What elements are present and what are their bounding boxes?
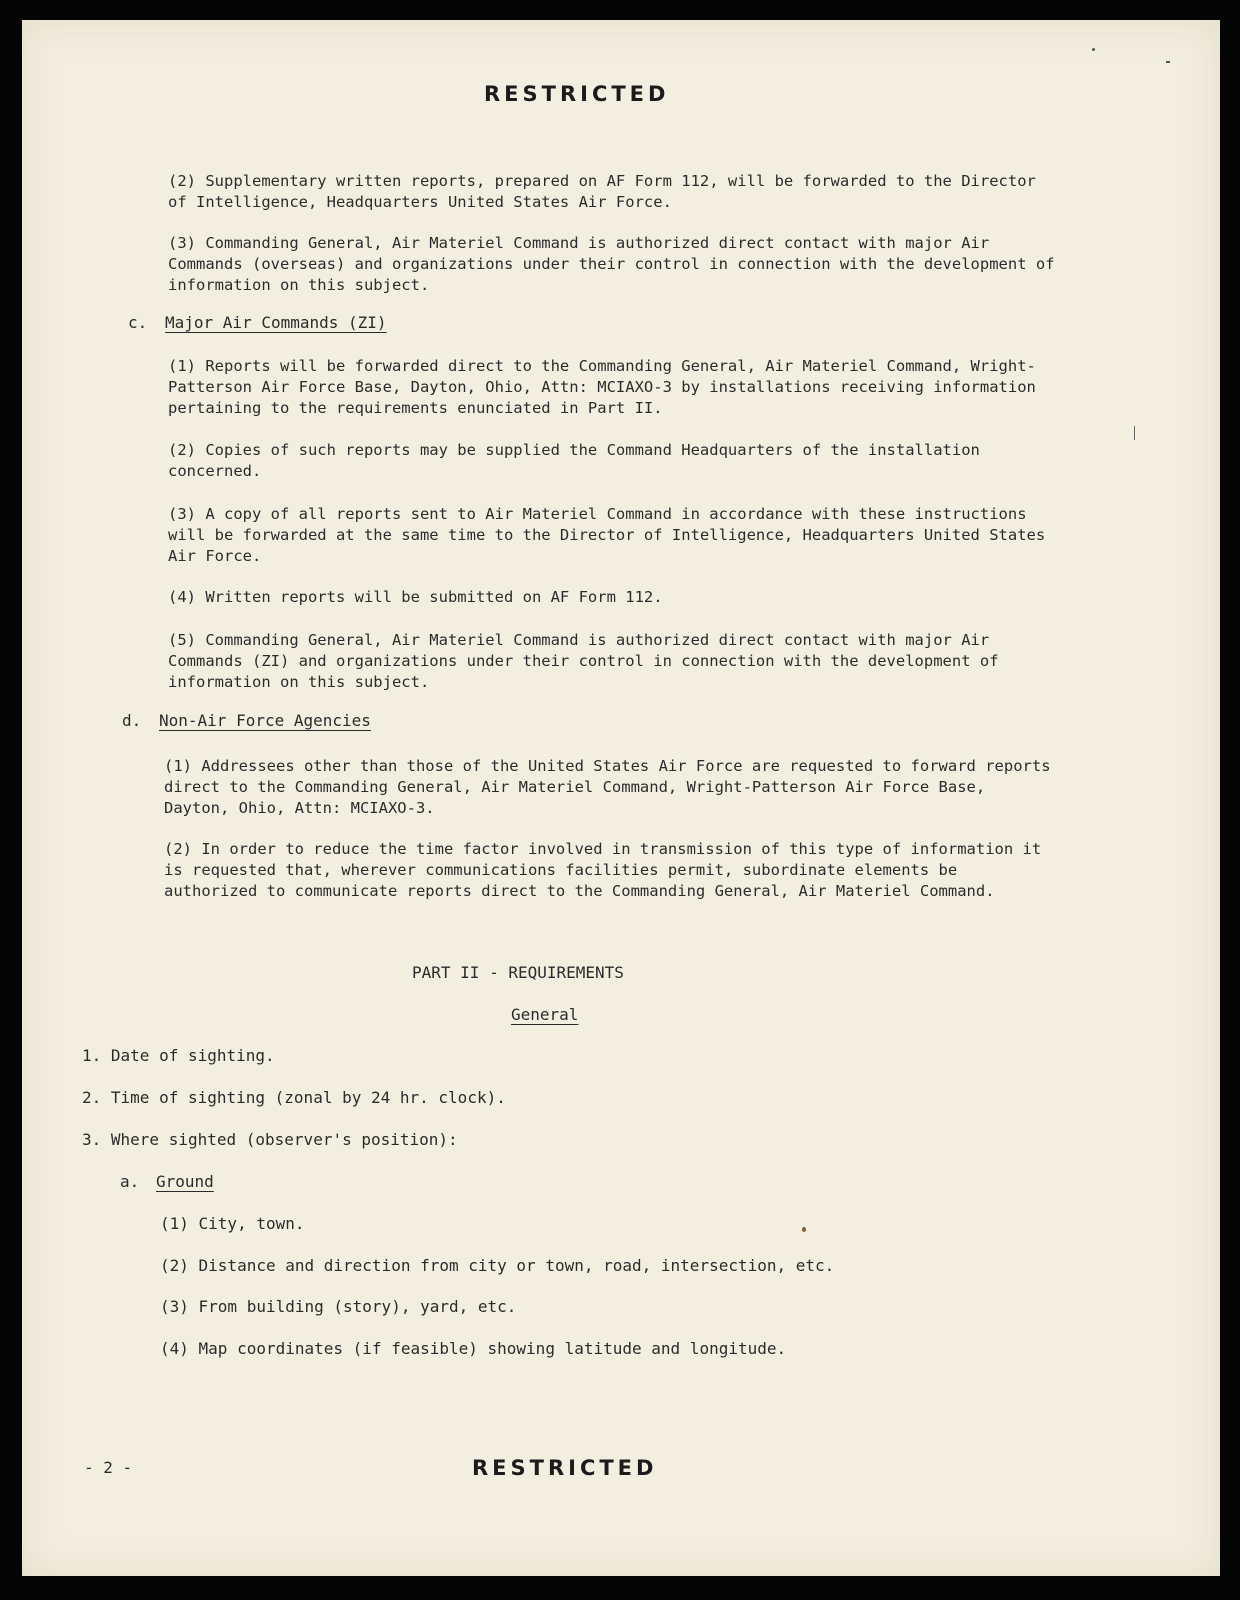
item-3a-title: Ground [156, 1172, 214, 1191]
requirement-item-1: 1. Date of sighting. [82, 1046, 275, 1065]
section-b-paragraph-2: (2) Supplementary written reports, prepared on AF Form 112, will be forwarded to the Director of Intelligence, Headquarters United States Air Force. [168, 172, 1036, 211]
section-c-title: Major Air Commands (ZI) [165, 313, 387, 332]
section-c-paragraph-1: (1) Reports will be forwarded direct to the Commanding General, Air Materiel Command, Wright-Patterson Air Force Base, Dayton, Ohio, Attn: MCIAXO-3 by installations receiving information pertaining to the requirements enunciated in Part II. [168, 357, 1036, 417]
section-c-letter: c. [128, 313, 148, 332]
scan-mark [1134, 426, 1135, 440]
section-d-title: Non-Air Force Agencies [159, 711, 371, 730]
footer-classification-stamp: RESTRICTED [472, 1456, 658, 1480]
requirement-item-3: 3. Where sighted (observer's position): [82, 1130, 458, 1149]
scan-speck [1166, 61, 1170, 63]
ground-item-4: (4) Map coordinates (if feasible) showing latitude and longitude. [160, 1339, 787, 1358]
ground-item-2: (2) Distance and direction from city or town, road, intersection, etc. [160, 1256, 835, 1275]
ground-item-1: (1) City, town. [160, 1214, 305, 1233]
section-c-paragraph-2: (2) Copies of such reports may be supplied the Command Headquarters of the installation concerned. [168, 441, 980, 480]
section-d-paragraph-2: (2) In order to reduce the time factor involved in transmission of this type of information it is requested that, wherever communications facilities permit, subordinate elements be authorized to communicate reports direct to the Commanding General, Air Materiel Command. [164, 840, 1042, 900]
section-d-paragraph-1: (1) Addressees other than those of the United States Air Force are requested to forward reports direct to the Commanding General, Air Materiel Command, Wright-Patterson Air Force Base, Dayton, Ohio, Attn: MCIAXO-3. [164, 757, 1051, 817]
part-two-heading: PART II - REQUIREMENTS [412, 963, 624, 982]
section-d-letter: d. [122, 711, 142, 730]
section-c-paragraph-3: (3) A copy of all reports sent to Air Materiel Command in accordance with these instructions will be forwarded at the same time to the Director of Intelligence, Headquarters United States Air Force. [168, 505, 1046, 565]
scan-speck [1092, 48, 1095, 51]
section-c-paragraph-5: (5) Commanding General, Air Materiel Command is authorized direct contact with major Air Commands (ZI) and organizations under their control in connection with the development of information on this subject. [168, 631, 999, 691]
section-c-paragraph-4: (4) Written reports will be submitted on AF Form 112. [168, 588, 663, 606]
section-b-paragraph-3: (3) Commanding General, Air Materiel Command is authorized direct contact with major Air Commands (overseas) and organizations under their control in connection with the development of information on this subject. [168, 234, 1055, 294]
document-page [22, 20, 1220, 1576]
page-number: - 2 - [84, 1458, 133, 1477]
header-classification-stamp: RESTRICTED [484, 82, 670, 106]
ground-item-3: (3) From building (story), yard, etc. [160, 1297, 517, 1316]
requirement-item-2: 2. Time of sighting (zonal by 24 hr. clock). [82, 1088, 506, 1107]
item-3a-letter: a. [120, 1172, 140, 1191]
scan-speck [802, 1227, 806, 1232]
part-two-subheading: General [511, 1005, 579, 1024]
